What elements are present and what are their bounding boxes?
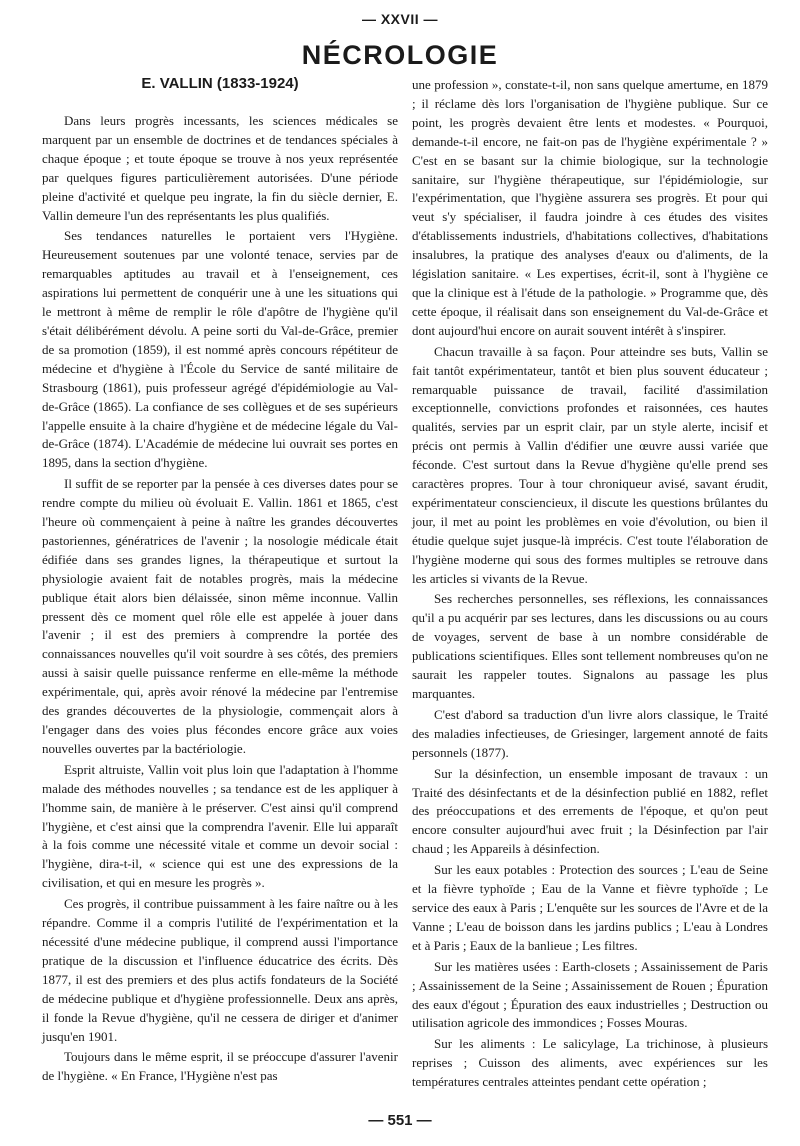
paragraph: Sur les aliments : Le salicylage, La trichinose, à plusieurs reprises ; Cuisson des aliments, avec expériences sur les températures centrales atteintes pendant cette opération ;: [412, 1036, 768, 1090]
paragraph: Ses tendances naturelles le portaient vers l'Hygiène. Heureusement soutenues par une volonté tenace, servies par de remarquables aptitudes au travail et à l'enseignement, ces aspirations lui permettent de conquérir une à une les situations qui le mettront à même de remplir le rôle d'apôtre de l'hygiène qu'il s'était délibérément dévolu. A peine sorti du Val-de-Grâce, premier de sa promotion (1859), il est nommé après concours répétiteur de médecine et d'hygiène à l'École du Service de santé militaire de Strasbourg (1861), puis professeur agrégé d'épidémiologie au Val-de-Grâce (1865). La confiance de ses collègues et de ses supérieurs l'appelle ensuite à la chaire d'hygiène et de médecine légale du Val-de-Grâce (1874). L'Académie de médecine lui ouvrait ses portes en 1895, dans la section d'hygiène.: [42, 228, 398, 471]
paragraph: Ses recherches personnelles, ses réflexions, les connaissances qu'il a pu acquérir par ses lectures, dans les discussions ou au cours de voyages, servent de base à un nombre considérable de publications scientifiques. Elles sont tellement nombreuses qu'on ne saurait les rappeler toutes. Signalons au passage les plus marquantes.: [412, 591, 768, 701]
section-number: — XXVII —: [361, 11, 439, 27]
article-subtitle: E. VALLIN (1833-1924): [141, 75, 299, 92]
paragraph: Ces progrès, il contribue puissamment à les faire naître ou à les répandre. Comme il a compris l'utilité de l'expérimentation et la nécessité d'une médecine publique, il comprend aussi l'importance pratique de la discussion et l'influence éducatrice des écrits. Dès 1877, il est des premiers et des plus actifs fondateurs de la Société de médecine publique et d'hygiène professionnelle. Deux ans après, il fonde la Revue d'hygiène, qu'il ne cessera de diriger et d'animer jusqu'en 1901.: [42, 896, 398, 1044]
paragraph: Sur les eaux potables : Protection des sources ; L'eau de Seine et la fièvre typhoïde ; Eau de la Vanne et fièvre typhoïde ; Le service des eaux à Paris ; L'enquête sur les sources de l'Avre et de la Vanne ; L'eau de boisson dans les jardins publics ; L'eau à Londres et à Paris ; Eaux de la banlieue ; Les filtres.: [412, 862, 768, 953]
paragraph: Dans leurs progrès incessants, les sciences médicales se marquent par un ensemble de doctrines et de tendances spéciales à chaque époque ; et toute époque se trouve à nos yeux représentée par quelques figures particulièrement autorisées. D'une période pleine d'activité et quelque peu ingrate, la fin du siècle dernier, E. Vallin demeure l'un des représentants les plus qualifiés.: [42, 113, 398, 223]
right-column: [412, 76, 768, 1094]
paragraph: Sur les matières usées : Earth-closets ; Assainissement de Paris ; Assainissement de la Seine ; Assainissement de Rouen ; Épuration des eaux d'égout ; Épuration des eaux industrielles ; Destruction ou utilisation agricole des immondices ; Fosses Mouras.: [412, 958, 768, 1031]
page-title: NÉCROLOGIE: [301, 40, 499, 70]
paragraph: Sur la désinfection, un ensemble imposant de travaux : un Traité des désinfectants et de la désinfection publié en 1882, reflet des préoccupations et des errements de l'époque, et qu'on peut encore consulter aujourd'hui avec fruit ; la Désinfection par l'air chaud ; les Appareils à désinfection.: [412, 765, 768, 857]
paragraph: C'est d'abord sa traduction d'un livre alors classique, le Traité des maladies infectieuses, de Griesinger, largement annoté de faits personnels (1877).: [412, 706, 768, 760]
paragraph: Chacun travaille à sa façon. Pour atteindre ses buts, Vallin se fait tantôt expérimentateur, tantôt et bien plus souvent éducateur ; remarquable puissance de travail, facilité d'assimilation exceptionnelle, convictions profondes et raisonnées, ces hautes qualités, servies par un esprit clair, par un style alerte, incisif et précis ont permis à Vallin d'édifier une œuvre aussi variée que féconde. C'est surtout dans la Revue d'hygiène qu'elle prend ses caractères propres. Tour à tour chroniqueur avisé, savant érudit, expérimentateur consciencieux, il discute les questions brûlantes du jour, il met au point les problèmes en voie d'évolution, ou bien il étudie quelque sujet jusque-là imprécis. C'est toute l'élaboration de l'hygiène moderne qui sous des formes multiples se retrouve dans les articles si vivants de la Revue.: [412, 343, 768, 586]
paragraph: une profession », constate-t-il, non sans quelque amertume, en 1879 ; il réclame dès lors l'organisation de l'hygiène publique. Sur ce point, les progrès devaient être lents et modestes. « Pourquoi, demande-t-il encore, ne fait-on pas de l'hygiène expérimentale ? » C'est en se basant sur la chimie biologique, sur la technologie sanitaire, sur l'hygiène thérapeutique, sur l'épidémiologie, sur l'expérimentation, que l'hygiène assurera ses progrès. Et pour qui veut s'y spécialiser, il faudra joindre à ces études des visites d'établissements industriels, d'habitations collectives, d'habitations insalubres, la pratique des analyses d'eaux ou d'aliments, de la législation sanitaire. « Les expertises, écrit-il, sont à l'hygiène ce que la clinique est à l'étude de la pathologie. » Programme que, dès cette époque, il réalisait dans son enseignement du Val-de-Grâce et dont aujourd'hui encore on aurait souvent intérêt à s'inspirer.: [412, 77, 768, 338]
left-column: [42, 112, 398, 1088]
page-number: — 551 —: [368, 1112, 432, 1129]
paragraph: Esprit altruiste, Vallin voit plus loin que l'adaptation à l'homme malade des méthodes nouvelles ; sa tendance est de les appliquer à l'homme sain, de manière à le préserver. C'est ainsi qu'il comprend l'hygiène, et c'est ainsi que la comprendra l'avenir. Elle lui apparaît à la fois comme une nécessité vitale et comme un devoir social : l'hygiène, dira-t-il, « science qui est une des expressions de la civilisation, et qui en mesure les progrès ».: [42, 761, 398, 891]
paragraph: Toujours dans le même esprit, il se préoccupe d'assurer l'avenir de l'hygiène. « En France, l'Hygiène n'est pas: [42, 1049, 398, 1084]
paragraph: Il suffit de se reporter par la pensée à ces diverses dates pour se rendre compte du milieu où évoluait E. Vallin. 1861 et 1865, c'est l'heure où commençaient à peine à naître les grandes découvertes pastoriennes, génératrices de l'avenir ; la nosologie médicale était édifiée dans ses grandes lignes, la thérapeutique et surtout la physiologie avaient fait de notables progrès, mais la médecine publique était alors bien délaissée, sinon même inconnue. Vallin pressent dès ce moment quel rôle elle est appelée à jouer dans l'avenir ; il est des premiers à comprendre la portée des connaissances nouvelles qu'il voit sourdre à ses côtés, des premiers aussi à saisir quelle puissance renferme en elle-même la méthode expérimentale, qui, après avoir rénové la médecine par l'entremise des grandes découvertes de la physiologie, commençait alors à l'engager dans des voies plus fécondes encore grâce aux voies nouvelles ouvertes par la bactériologie.: [42, 476, 398, 756]
